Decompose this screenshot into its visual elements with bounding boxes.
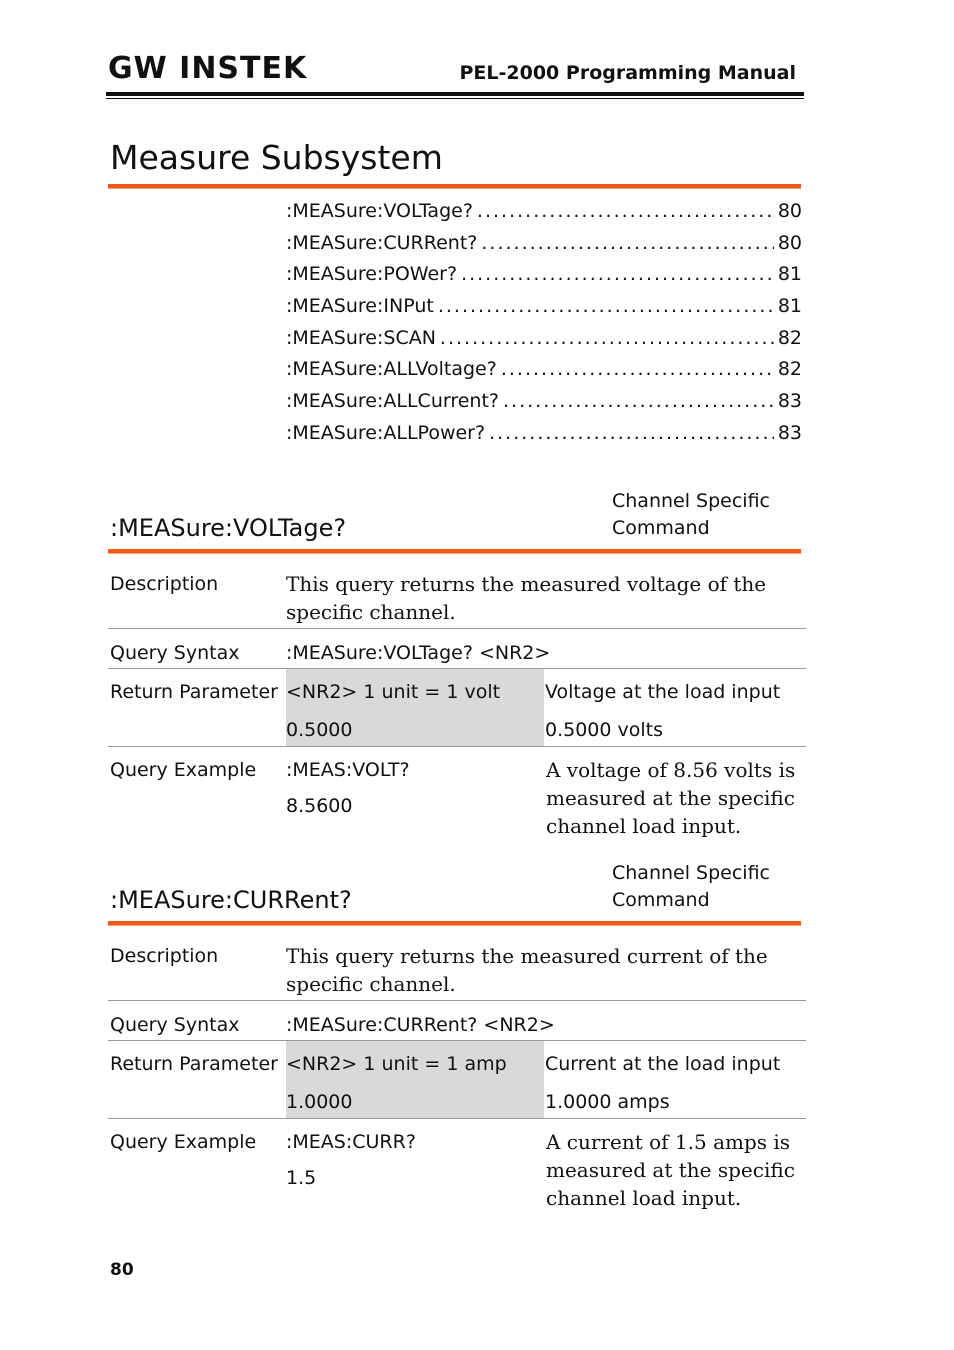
return-parameter-label: Return Parameter [110,1053,278,1075]
return-example-meaning: 1.0000 amps [545,1091,670,1113]
row-divider [108,1118,806,1119]
toc-item[interactable]: :MEASure:ALLPower? ..... 83 [286,422,802,454]
title-rule [108,184,801,189]
toc-item[interactable]: :MEASure:INPut ..... 81 [286,295,802,327]
toc-item[interactable]: :MEASure:ALLCurrent? ..... 83 [286,390,802,422]
toc-item[interactable]: :MEASure:CURRent? ..... 80 [286,232,802,264]
description-label: Description [110,573,219,595]
example-explanation: A voltage of 8.56 volts is measured at the specific channel load input. [546,758,796,838]
description-label: Description [110,945,219,967]
toc-item[interactable]: :MEASure:ALLVoltage? ..... 82 [286,358,802,390]
return-example: 0.5000 [286,719,353,741]
return-example: 1.0000 [286,1091,353,1113]
return-parameter-label: Return Parameter [110,681,278,703]
gw-instek-logo: GW INSTEK [108,51,308,86]
header-rule [106,92,804,96]
query-syntax-label: Query Syntax [110,1014,240,1036]
manual-title: PEL-2000 Programming Manual [459,62,796,84]
return-type: <NR2> 1 unit = 1 amp [286,1053,507,1075]
channel-specific-note: Channel Specific Command [612,490,770,539]
channel-specific-note: Channel Specific Command [612,862,770,911]
example-explanation: A current of 1.5 amps is measured at the specific channel load input. [546,1130,795,1210]
query-syntax: :MEASure:CURRent? <NR2> [286,1014,555,1036]
page-title: Measure Subsystem [110,138,443,177]
row-divider [108,628,806,629]
section-rule [108,549,801,554]
row-divider [108,1000,806,1001]
header-rule-thin [106,98,804,99]
toc-item[interactable]: :MEASure:VOLTage? ..... 80 [286,200,802,232]
example-query: :MEAS:CURR? [286,1131,416,1153]
section-rule [108,921,801,926]
return-example-meaning: 0.5000 volts [545,719,664,741]
query-syntax: :MEASure:VOLTage? <NR2> [286,642,551,664]
return-meaning: Current at the load input [545,1053,781,1075]
query-example-label: Query Example [110,759,257,781]
page-number: 80 [110,1260,134,1280]
toc-item[interactable]: :MEASure:POWer? ..... 81 [286,263,802,295]
section-title: :MEASure:CURRent? [110,886,352,914]
example-response: 8.5600 [286,795,353,817]
example-response: 1.5 [286,1167,317,1189]
return-meaning: Voltage at the load input [545,681,781,703]
example-query: :MEAS:VOLT? [286,759,410,781]
toc [286,200,802,454]
description-text: This query returns the measured voltage of the specific channel. [286,572,767,624]
row-divider [108,746,806,747]
toc-item[interactable]: :MEASure:SCAN ..... 82 [286,327,802,359]
query-example-label: Query Example [110,1131,257,1153]
section-title: :MEASure:VOLTage? [110,514,347,542]
return-type: <NR2> 1 unit = 1 volt [286,681,501,703]
description-text: This query returns the measured current of the specific channel. [286,944,768,996]
query-syntax-label: Query Syntax [110,642,240,664]
